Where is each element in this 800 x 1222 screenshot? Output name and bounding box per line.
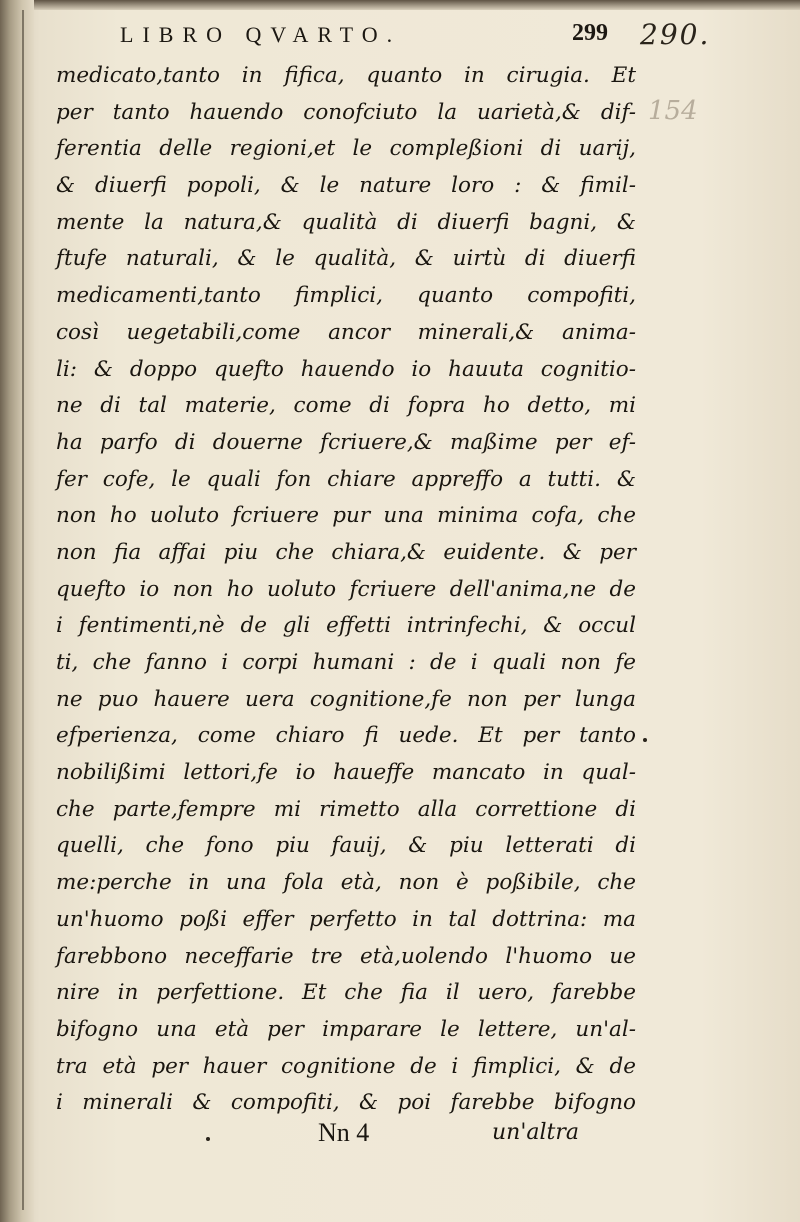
faded-margin-annotation: 154 — [648, 96, 698, 126]
text-line: ftufe naturali, & le qualità, & uirtù di diuerfi — [56, 246, 636, 272]
text-line: ne di tal materie, come di fopra ho detto, mi — [56, 393, 636, 419]
text-line: li: & doppo quefto hauendo io hauuta cognitio- — [56, 356, 636, 382]
catchword: un'altra — [492, 1120, 580, 1145]
text-line: bifogno una età per imparare le lettere, un'al- — [56, 1016, 636, 1042]
handwritten-folio-number: 290. — [640, 18, 711, 51]
text-line: ha parfo di douerne fcriuere,& maßime per ef- — [56, 429, 636, 455]
text-line: ti, che fanno i corpi humani : de i quali non fe — [56, 650, 636, 675]
text-line: i minerali & compofiti, & poi farebbe bifogno — [56, 1090, 636, 1116]
gutter-fold-line — [22, 10, 24, 1210]
text-line: ne puo hauere uera cognitione,fe non per lunga — [56, 686, 636, 712]
running-head: LIBRO QVARTO. — [120, 22, 402, 47]
text-line: tra età per hauer cognitione de i fimplici, & de — [56, 1053, 636, 1079]
ink-speck — [206, 1137, 210, 1141]
text-line: me:perche in una fola età, non è poßibile, che — [56, 870, 636, 896]
book-gutter — [0, 0, 34, 1222]
text-line: per tanto hauendo conofciuto la uarietà,& dif- — [56, 99, 636, 125]
text-line: nire in perfettione. Et che fia il uero, farebbe — [56, 980, 636, 1006]
text-line: nobilißimi lettori,fe io haueffe mancato in qual- — [56, 760, 636, 786]
text-line: medicato,tanto in fifica, quanto in cirugia. Et — [56, 63, 636, 88]
text-line: medicamenti,tanto fimplici, quanto compofiti, — [56, 283, 636, 309]
text-line: così uegetabili,come ancor minerali,& anima- — [56, 319, 636, 345]
text-line: quefto io non ho uoluto fcriuere dell'anima,ne de — [56, 576, 636, 602]
text-line: quelli, che fono piu fauij, & piu letterati di — [56, 833, 636, 859]
page-top-shadow — [0, 0, 800, 10]
text-line: non ho uoluto fcriuere pur una minima cofa, che — [56, 503, 636, 529]
text-line: che parte,fempre mi rimetto alla correttione di — [56, 796, 636, 822]
text-line: un'huomo poßi effer perfetto in tal dottrina: ma — [56, 906, 636, 932]
text-line: fer cofe, le quali fon chiare appreffo a tutti. & — [56, 466, 636, 492]
ink-speck — [643, 738, 647, 742]
text-line: efperienza, come chiaro fi uede. Et per tanto — [56, 723, 636, 749]
body-text — [56, 58, 636, 1122]
text-line: i fentimenti,nè de gli effetti intrinfechi, & occul — [56, 613, 636, 639]
text-line: non fia affai piu che chiara,& euidente. & per — [56, 539, 636, 565]
text-line: mente la natura,& qualità di diuerfi bagni, & — [56, 209, 636, 235]
text-line: & diuerfi popoli, & le nature loro : & fimil- — [56, 173, 636, 199]
signature-mark: Nn 4 — [318, 1118, 370, 1147]
text-line: farebbono neceffarie tre età,uolendo l'huomo ue — [56, 943, 636, 969]
text-line: ferentia delle regioni,et le compleßioni di uarij, — [56, 136, 636, 162]
printed-folio-number: 299 — [572, 20, 608, 46]
